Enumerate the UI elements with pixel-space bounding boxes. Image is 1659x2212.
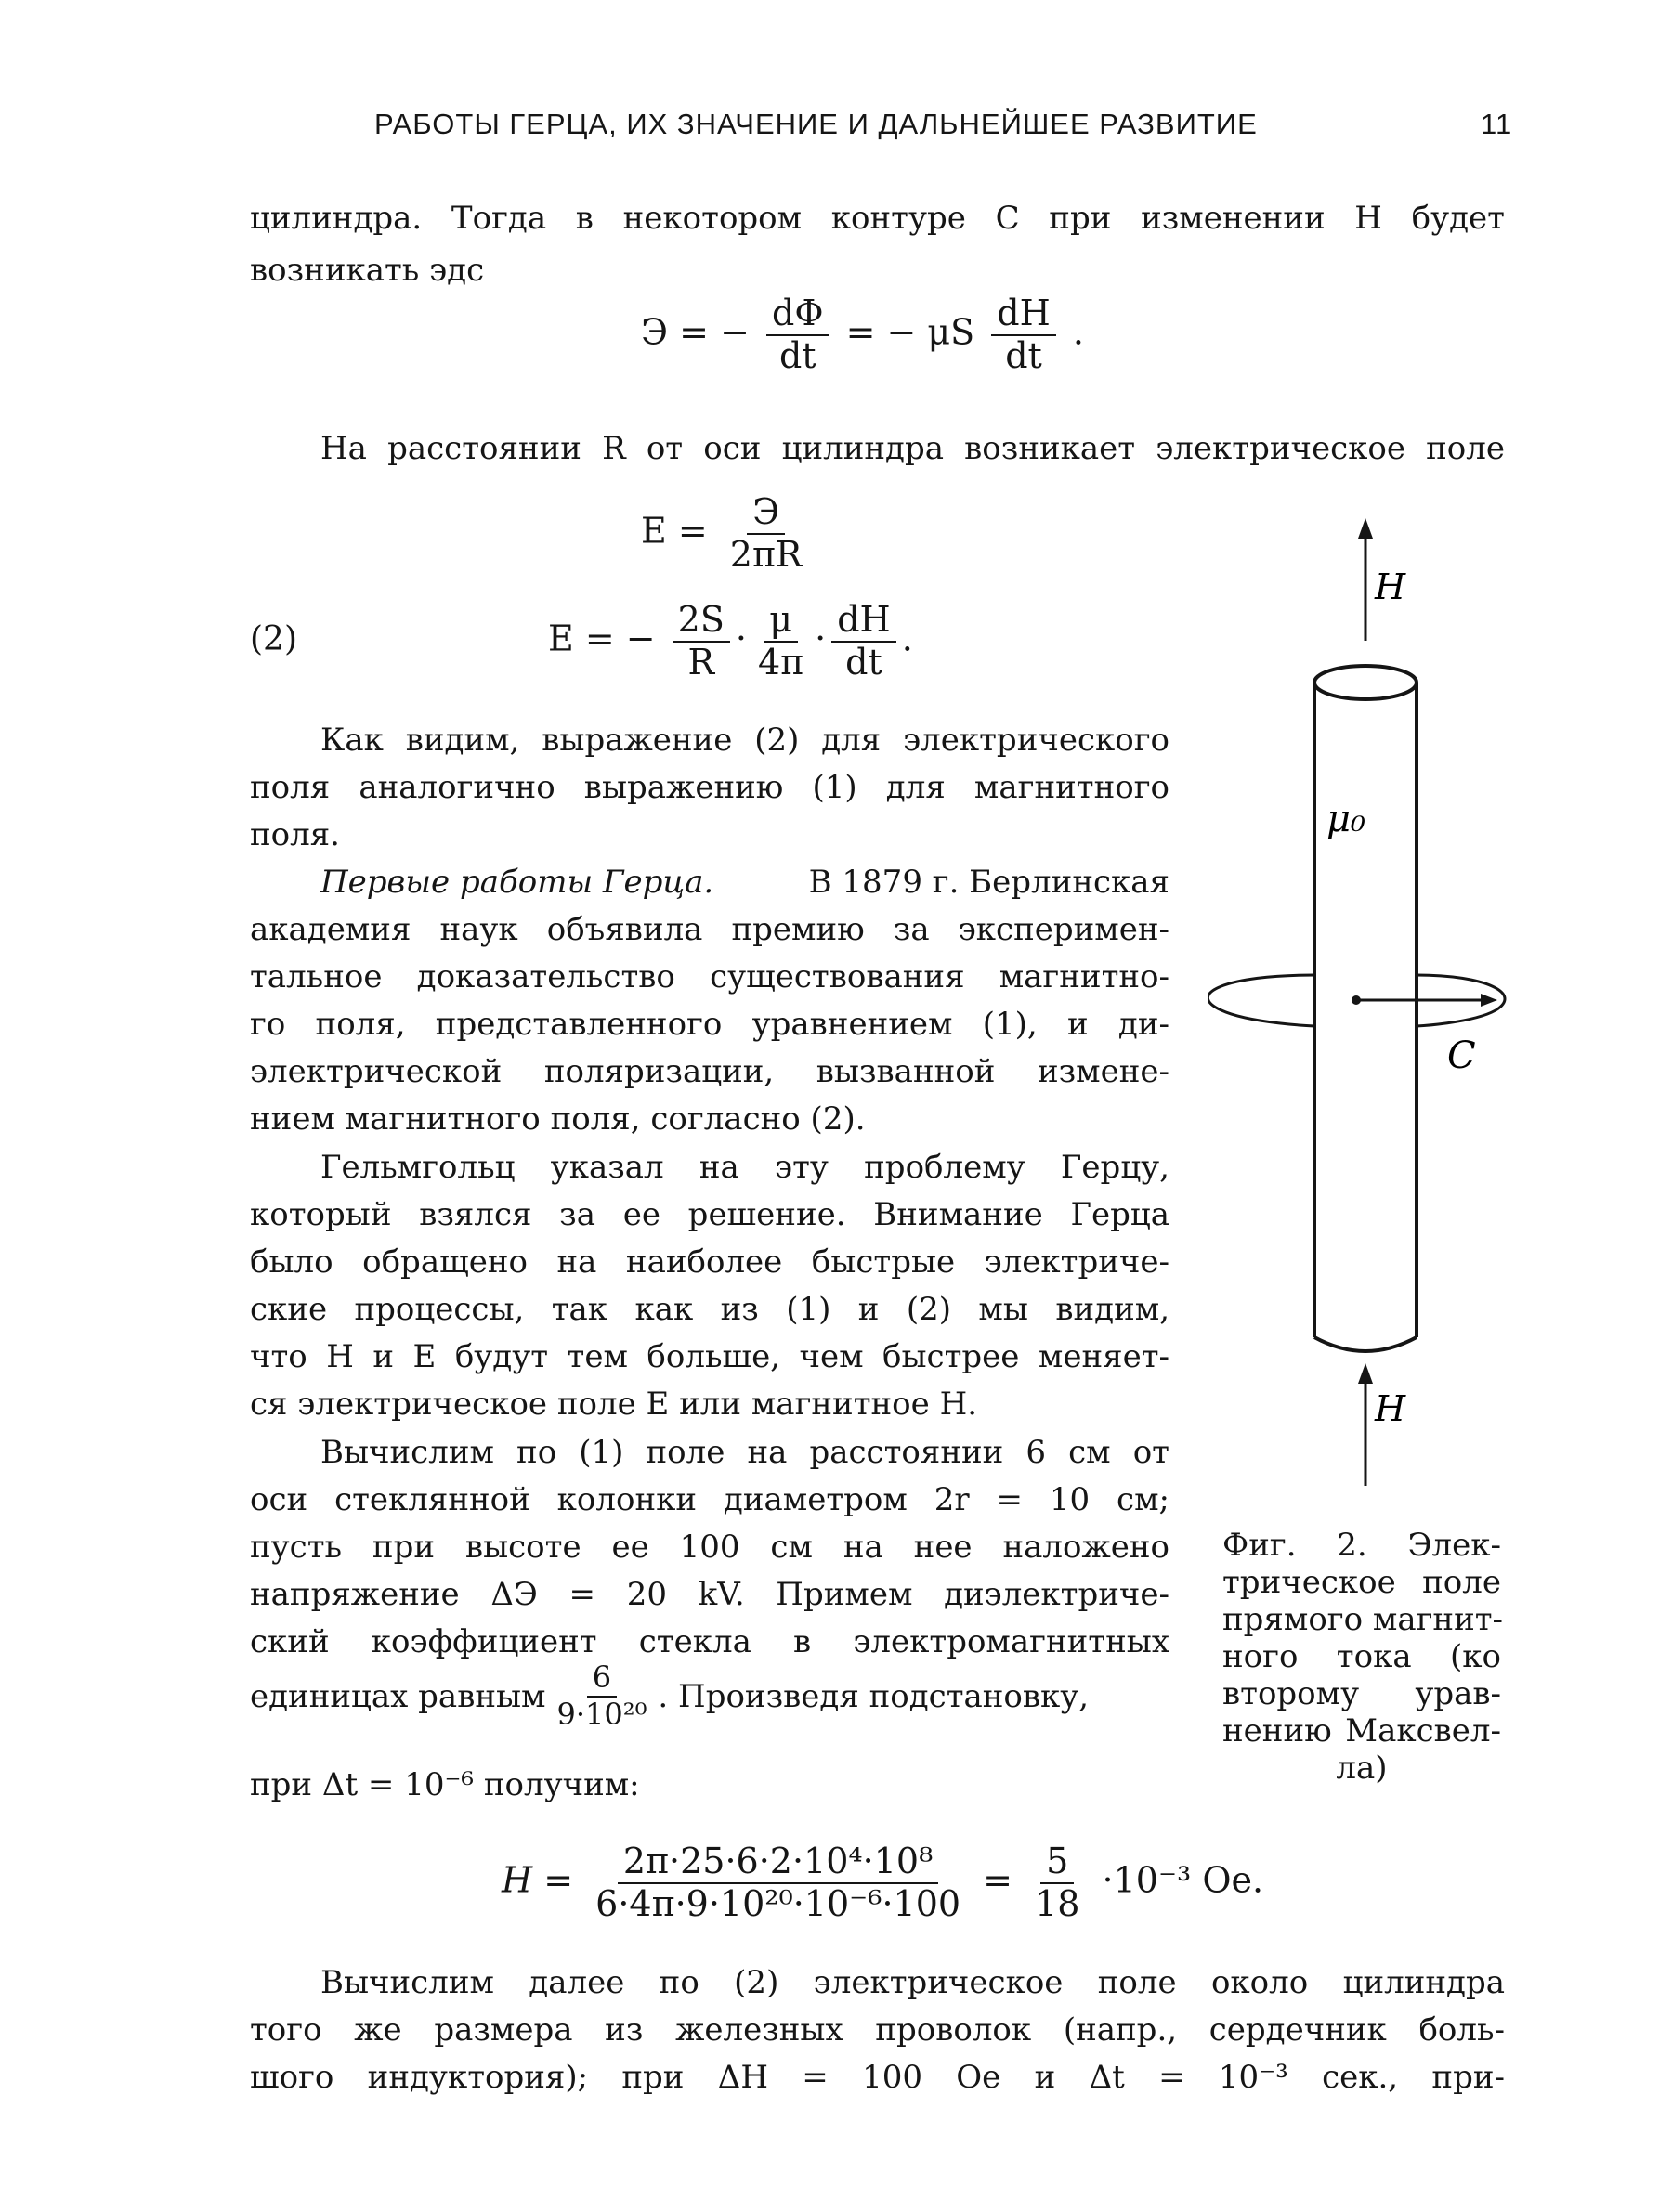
h-fraction-2 xyxy=(1029,1843,1085,1923)
caption-line7: ла) xyxy=(1336,1750,1388,1787)
para6-line3: пусть при высоте ее 100 см на нее наложено xyxy=(250,1529,1169,1566)
h-lhs: H = xyxy=(502,1859,574,1901)
e1-num: Э xyxy=(747,494,785,535)
emf-fraction-1 xyxy=(766,295,829,375)
e2-f2-den: 4π xyxy=(757,641,804,683)
top-arrow-head-icon xyxy=(1358,518,1373,539)
para5-line3: было обращено на наиболее быстрые электриче- xyxy=(250,1243,1169,1281)
e2-f3-den: dt xyxy=(845,641,882,683)
radius-arrow-head-icon xyxy=(1481,994,1497,1007)
running-title: РАБОТЫ ГЕРЦА, ИХ ЗНАЧЕНИЕ И ДАЛЬНЕЙШЕЕ РАЗВИТИЕ xyxy=(374,108,1258,140)
h-f1-den: 6·4π·9·10²⁰·10⁻⁶·100 xyxy=(595,1882,961,1924)
para2: На расстоянии R от оси цилиндра возникает электрическое поле xyxy=(320,430,1505,467)
e2-f1-den: R xyxy=(687,641,715,683)
para4-italic-lead: Первые работы Герца. xyxy=(320,864,714,901)
equation-emf xyxy=(641,295,1084,375)
emf-f1-num: dΦ xyxy=(766,295,829,336)
para6-fraction-line xyxy=(250,1659,1169,1732)
para5-line4: ские процессы, так как из (1) и (2) мы видим, xyxy=(250,1291,1169,1328)
para4-line3: тальное доказательство существования магнитно- xyxy=(250,958,1169,995)
para6-frac-den: 9·10²⁰ xyxy=(556,1696,647,1732)
contour-left xyxy=(1208,975,1314,1026)
para4-line1 xyxy=(320,859,1169,905)
equation-h xyxy=(502,1843,1263,1923)
para4-line5: электрической поляризации, вызванной измене- xyxy=(250,1053,1169,1090)
caption-line3: прямого магнит- xyxy=(1222,1601,1504,1638)
para6-line5: ский коэффициент стекла в электромагнитных xyxy=(250,1623,1169,1660)
para4-line1-rest: В 1879 г. Берлинская xyxy=(808,864,1169,901)
e2-fraction-1 xyxy=(673,599,730,683)
para6-frac-after: . Произведя подстановку, xyxy=(658,1677,1090,1715)
emf-mid: = − μS xyxy=(845,311,975,353)
equation-2-label: (2) xyxy=(250,620,297,658)
e1-den: 2πR xyxy=(729,533,803,575)
label-c: C xyxy=(1447,1034,1476,1077)
para7-line3: шого индуктория); при ΔH = 100 Oe и Δt = 10⁻³ сек., при- xyxy=(250,2059,1505,2096)
caption-line5: второму урав- xyxy=(1222,1675,1501,1712)
caption-line2: трическое поле xyxy=(1222,1564,1501,1601)
para5-line2: который взялся за ее решение. Внимание Герца xyxy=(250,1196,1169,1233)
para5-line5: что H и E будут тем больше, чем быстрее меняет- xyxy=(250,1338,1169,1375)
figure-2-diagram xyxy=(1208,501,1523,1504)
h-fraction-1 xyxy=(590,1843,966,1923)
h-rest: ·10⁻³ Oe. xyxy=(1102,1859,1264,1901)
para6-last-line: при Δt = 10⁻⁶ получим: xyxy=(250,1766,640,1803)
label-h-top: H xyxy=(1375,566,1406,607)
h-f2-num: 5 xyxy=(1040,1843,1074,1884)
caption-line4: ного тока (ко xyxy=(1222,1638,1501,1675)
e1-lhs: E = xyxy=(641,510,708,552)
para4-line2: академия наук объявила премию за эксперимен- xyxy=(250,911,1169,948)
e2-end: . xyxy=(901,618,913,659)
e2-fraction-2 xyxy=(752,599,809,683)
e2-f1-num: 2S xyxy=(673,602,730,643)
bottom-arrow-head-icon xyxy=(1358,1363,1373,1384)
para3-line3: поля. xyxy=(250,816,340,853)
e2-fraction-3 xyxy=(831,599,895,683)
h-f2-den: 18 xyxy=(1035,1882,1080,1924)
emf-fraction-2 xyxy=(991,295,1055,375)
para6-frac-before: единицах равным xyxy=(250,1677,546,1715)
para6-line1: Вычислим по (1) поле на расстоянии 6 см от xyxy=(320,1434,1169,1471)
h-f1-num: 2π·25·6·2·10⁴·10⁸ xyxy=(618,1843,938,1884)
para4-line4: го поля, представленного уравнением (1), и ди- xyxy=(250,1006,1169,1043)
para7-line2: того же размера из железных проволок (напр., сердечник боль- xyxy=(250,2011,1505,2049)
para7-line1: Вычислим далее по (2) электрическое поле около цилиндра xyxy=(320,1964,1505,2001)
para6-fraction xyxy=(552,1659,653,1732)
h-eq: = xyxy=(983,1859,1012,1901)
para3-line1: Как видим, выражение (2) для электрического xyxy=(320,722,1169,759)
para4-line6: нием магнитного поля, согласно (2). xyxy=(250,1100,866,1138)
emf-f2-den: dt xyxy=(1005,334,1042,376)
cylinder-bottom xyxy=(1314,1337,1417,1351)
para6-line2: оси стеклянной колонки диаметром 2r = 10 см; xyxy=(250,1481,1169,1518)
para3-line2: поля аналогично выражению (1) для магнитного xyxy=(250,769,1169,806)
emf-f1-den: dt xyxy=(778,334,816,376)
caption-line1: Фиг. 2. Элек- xyxy=(1222,1527,1501,1564)
para1-line1: цилиндра. Тогда в некотором контуре C при изменении H будет xyxy=(250,200,1505,237)
emf-end: . xyxy=(1072,311,1084,353)
equation-e2: E = − $\frac{2S}{R}$ · $\frac{\mu}{4\pi}$ · $\frac{dH}{dt}$ . xyxy=(548,599,913,683)
equation-e1 xyxy=(641,491,814,575)
cylinder-top xyxy=(1314,666,1417,699)
e2-f2-num: μ xyxy=(764,602,798,643)
page-number: 11 xyxy=(1481,108,1513,140)
e2-f3-num: dH xyxy=(831,602,895,643)
para5-line6: ся электрическое поле E или магнитное H. xyxy=(250,1386,978,1423)
emf-f2-num: dH xyxy=(991,295,1055,336)
label-mu: μ₀ xyxy=(1326,798,1366,840)
caption-line6: нению Максвел- xyxy=(1222,1712,1501,1750)
label-h-bottom: H xyxy=(1375,1388,1406,1429)
e2-lhs: E = − xyxy=(548,618,656,659)
emf-lhs: Э = − xyxy=(641,311,750,353)
para6-line4: напряжение ΔЭ = 20 kV. Примем диэлектриче- xyxy=(250,1576,1169,1613)
e1-fraction xyxy=(725,491,808,575)
para6-frac-num: 6 xyxy=(587,1662,617,1698)
para5-line1: Гельмгольц указал на эту проблему Герцу, xyxy=(320,1149,1169,1186)
para1-line2: возникать эдс xyxy=(250,252,485,289)
